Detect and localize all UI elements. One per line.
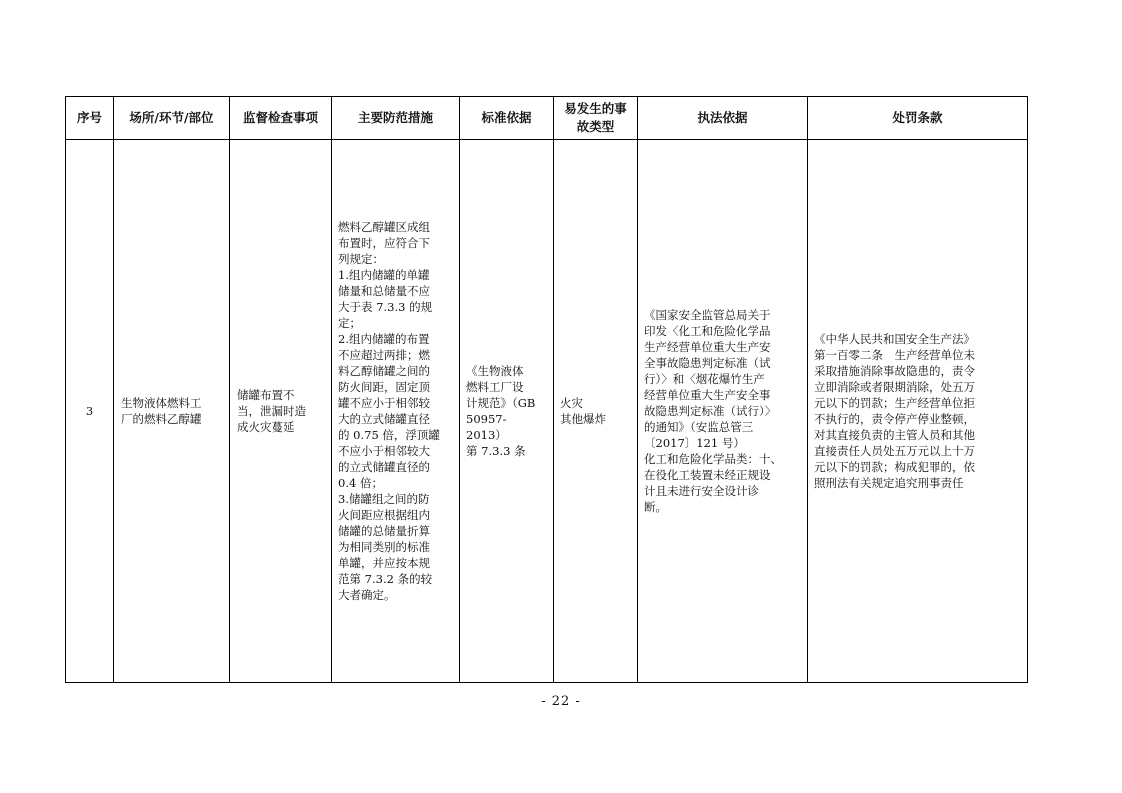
table-row	[66, 140, 1028, 683]
cell-law-basis	[638, 140, 808, 683]
cell-location	[114, 140, 230, 683]
cell-inspection	[230, 140, 332, 683]
cell-seq: 3	[66, 140, 114, 683]
header-standard: 标准依据	[460, 97, 554, 140]
cell-accident-type	[554, 140, 638, 683]
page-number: - 22 -	[541, 694, 581, 709]
cell-standard	[460, 140, 554, 683]
cell-standard-text: 《生物液体 燃料工厂设 计规范》（GB 50957-2013） 第 7.3.3 条	[466, 364, 536, 458]
header-inspection: 监督检查事项	[230, 97, 332, 140]
cell-measures	[332, 140, 460, 683]
table-header-row	[66, 97, 1028, 140]
header-seq: 序号	[66, 97, 114, 140]
cell-accident-type-text: 火灾 其他爆炸	[560, 396, 606, 426]
header-accident-type	[554, 97, 638, 140]
regulation-table	[65, 96, 1028, 683]
header-accident-type-text: 易发生的事 故类型	[564, 101, 627, 134]
cell-location-text: 生物液体燃料工 厂的燃料乙醇罐	[121, 396, 202, 426]
cell-measures-text: 燃料乙醇罐区成组 布置时，应符合下 列规定： 1.组内储罐的单罐 储量和总储量不应 大于表 7.3.3 的规 定； 2.组内储罐的布置 不应超过两排；燃 料乙醇储罐之间的 防火间距，固定顶 罐不应小于相邻较 大的立式储罐直径 的 0.75 倍，浮顶罐 不应小于相邻较大 的立式储罐直径的 0.4 倍； 3.储罐组之间的防 火间距应根据组内 储罐的总储量折算 为相同类别的标准 单罐，并应按本规 范第 7.3.2 条的较 大者确定。	[338, 220, 440, 602]
header-measures: 主要防范措施	[332, 97, 460, 140]
header-law-basis: 执法依据	[638, 97, 808, 140]
cell-penalty-text: 《中华人民共和国安全生产法》 第一百零二条 生产经营单位未 采取措施消除事故隐患的，责令 立即消除或者限期消除，处五万 元以下的罚款；生产经营单位拒 不执行的，责令停产停业整顿， 对其直接负责的主管人员和其他 直接责任人员处五万元以上十万 元以下的罚款；构成犯罪的，依 照刑法有关规定追究刑事责任	[814, 332, 975, 490]
cell-penalty	[808, 140, 1028, 683]
cell-law-basis-text: 《国家安全监管总局关于 印发〈化工和危险化学品 生产经营单位重大生产安 全事故隐患判定标准（试 行）〉和〈烟花爆竹生产 经营单位重大生产安全事 故隐患判定标准（试行）〉 的通知》（安监总管三 〔2017〕121 号） 化工和危险化学品类：十、 在役化工装置未经正规设 计且未进行安全设计诊 断。	[644, 308, 782, 514]
header-penalty: 处罚条款	[808, 97, 1028, 140]
header-location: 场所/环节/部位	[114, 97, 230, 140]
cell-inspection-text: 储罐布置不 当，泄漏时造 成火灾蔓延	[237, 388, 306, 434]
